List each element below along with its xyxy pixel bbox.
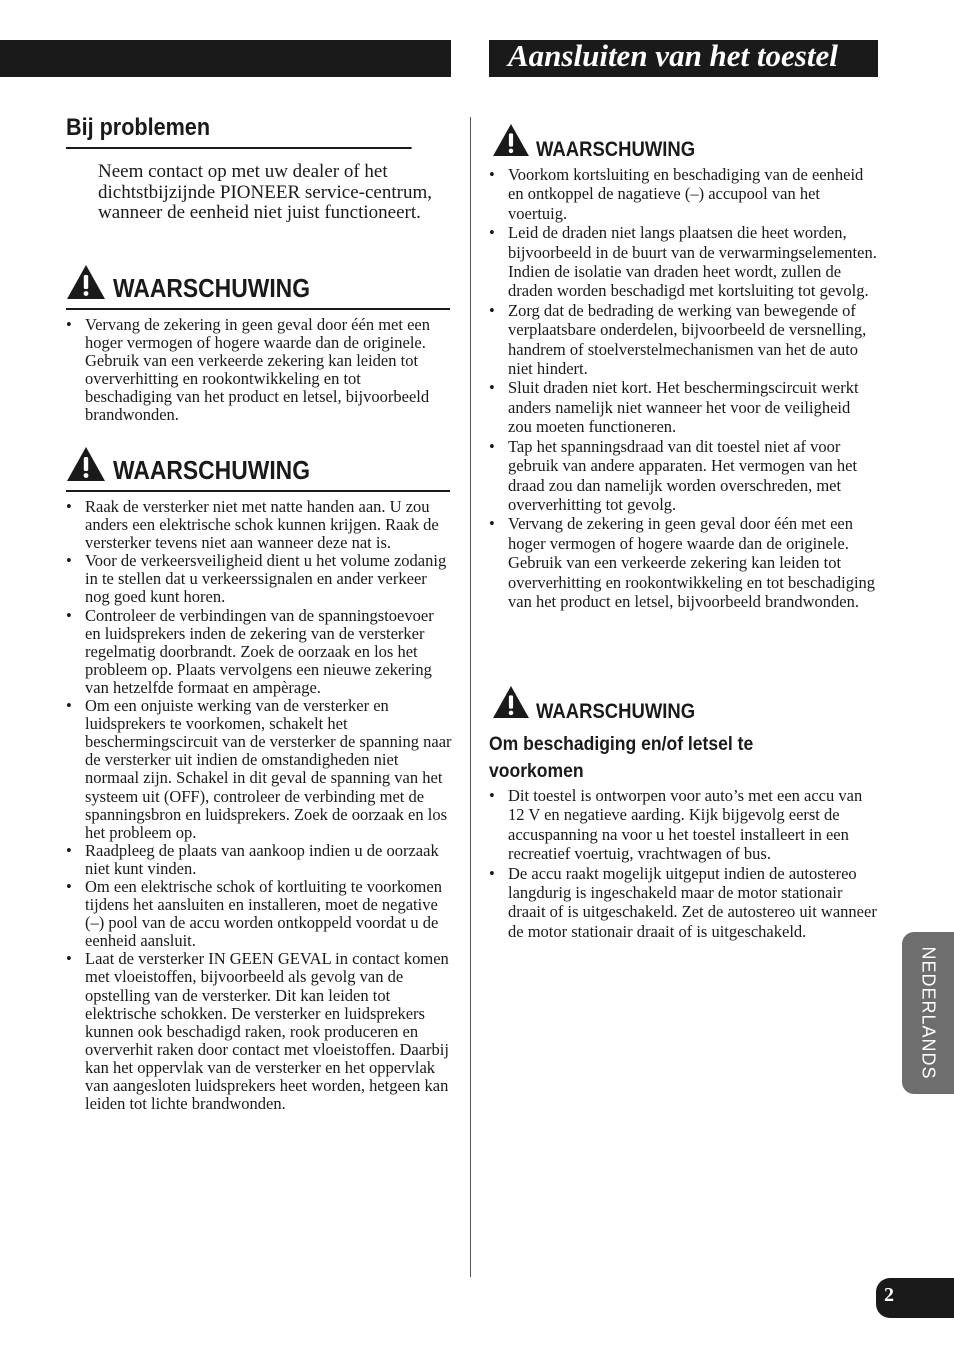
header-bar-left bbox=[0, 40, 451, 77]
language-tab bbox=[902, 932, 954, 1094]
warning-list-right-1 bbox=[489, 165, 877, 611]
intro-paragraph: Neem contact op met uw dealer of het dichtstbijzijnde PIONEER service-centrum, wanneer de eenheid niet juist functioneert. bbox=[98, 161, 432, 223]
list-item: • Dit toestel is ontworpen voor auto’s met een accu van 12 V en negatieve aarding. Kijk bijgevolg eerst de accuspanning na voor u het toestel installeert in een recreatief voertuig, vrachtwagen of bus. bbox=[489, 786, 877, 864]
warning-label: WAARSCHUWING bbox=[113, 455, 311, 485]
warning-label: WAARSCHUWING bbox=[113, 273, 311, 303]
list-item: • Voorkom kortsluiting en beschadiging van de eenheid en ontkoppel de nagatieve (–) accupool van het voertuig. bbox=[489, 165, 877, 223]
list-item: • Controleer de verbindingen van de spanningstoevoer en luidsprekers inden de zekering van de versterker regelmatig doorbrandt. Zoek de oorzaak en los het probleem op. Plaats vervolgens een nieuwe zekering van hetzelfde formaat en ampèrage. bbox=[66, 607, 452, 697]
list-item: • Raadpleeg de plaats van aankoop indien u de oorzaak niet kunt vinden. bbox=[66, 842, 452, 878]
page-number: 2 bbox=[884, 1284, 894, 1306]
language-tab-label: NEDERLANDS bbox=[918, 946, 939, 1080]
list-item: • Leid de draden niet langs plaatsen die heet worden, bijvoorbeeld in de buurt van de verwarmingselementen. Indien de isolatie van draden heet wordt, zullen de draden worden beschadigd met kortsluiting tot gevolg. bbox=[489, 223, 877, 301]
list-item: • Laat de versterker IN GEEN GEVAL in contact komen met vloeistoffen, bijvoorbeeld als gevolg van de opstelling van de versterker. Dit kan leiden tot elektrische schokken. De versterker en luidsprekers kunnen ook beschadigd raken, rook produceren en oververhit raken door contact met vloeistoffen. Daarbij kan het oppervlak van de versterker en het oppervlak van aangesloten luidsprekers heet worden, hetgeen kan leiden tot lichte brandwonden. bbox=[66, 950, 452, 1113]
warning-heading-left-2 bbox=[66, 446, 450, 492]
warning-label: WAARSCHUWING bbox=[536, 700, 696, 723]
list-item: • Tap het spanningsdraad van dit toestel niet af voor gebruik van andere apparaten. Het vermogen van het draad zou dan namelijk worden overschreden, met oververhitting tot gevolg. bbox=[489, 437, 877, 515]
warning-list-left-1 bbox=[66, 316, 452, 425]
warning-triangle-icon bbox=[66, 446, 106, 482]
list-item: • Zorg dat de bedrading de werking van bewegende of verplaatsbare onderdelen, bijvoorbeeld de versnelling, handrem of stoelverstelmechanismen van het de auto niet hindert. bbox=[489, 301, 877, 379]
list-item: • De accu raakt mogelijk uitgeput indien de autostereo langdurig is ingeschakeld maar de motor stationair draait of is uitgeschakeld. Zet de autostereo uit wanneer de motor stationair draait of is uitgeschakeld. bbox=[489, 864, 877, 942]
column-divider bbox=[470, 117, 471, 1277]
warning-list-left-2 bbox=[66, 498, 452, 1113]
warning-label: WAARSCHUWING bbox=[536, 138, 696, 161]
list-item: • Om een elektrische schok of kortluiting te voorkomen tijdens het aansluiten en installeren, moet de negative (–) pool van de accu worden ontkoppeld voordat u de eenheid aansluit. bbox=[66, 878, 452, 950]
warning-list-right-2 bbox=[489, 786, 877, 941]
list-item: • Vervang de zekering in geen geval door één met een hoger vermogen of hogere waarde dan de originele. Gebruik van een verkeerde zekering kan leiden tot oververhitting en rookontwikkeling en tot beschadiging van het product en letsel, bijvoorbeeld brandwonden. bbox=[66, 316, 452, 425]
list-item: • Vervang de zekering in geen geval door één met een hoger vermogen of hogere waarde dan de originele. Gebruik van een verkeerde zekering kan leiden tot oververhitting en rookontwikkeling en tot beschadiging van het product en letsel, bijvoorbeeld brandwonden. bbox=[489, 514, 877, 611]
section-title: Bij problemen bbox=[66, 113, 412, 149]
page-title: Aansluiten van het toestel bbox=[508, 38, 838, 73]
list-item: • Raak de versterker niet met natte handen aan. U zou anders een elektrische schok kunnen krijgen. Raak de versterker tevens niet aan wanneer deze nat is. bbox=[66, 498, 452, 552]
warning-heading-right-2 bbox=[492, 685, 872, 725]
warning-triangle-icon bbox=[492, 685, 530, 719]
warning-subheading: Om beschadiging en/of letsel te voorkomen bbox=[489, 733, 754, 782]
warning-triangle-icon bbox=[492, 123, 530, 157]
list-item: • Sluit draden niet kort. Het beschermingscircuit werkt anders namelijk niet wanneer het voor de veiligheid zou moeten functioneren. bbox=[489, 378, 877, 436]
list-item: • Om een onjuiste werking van de versterker en luidsprekers te voorkomen, schakelt het beschermingscircuit van de versterker de spanning naar de versterker uit indien de omstandigheden niet normaal zijn. Schakel in dit geval de spanning van het systeem uit (OFF), controleer de verbinding met de spanningsbron en luidsprekers. Zoek de oorzaak en los het probleem op. bbox=[66, 697, 452, 842]
warning-heading-left-1 bbox=[66, 264, 450, 310]
list-item: • Voor de verkeersveiligheid dient u het volume zodanig in te stellen dat u verkeerssignalen en ander verkeer nog goed kunt horen. bbox=[66, 552, 452, 606]
warning-heading-right-1 bbox=[492, 123, 872, 163]
page-number-tab bbox=[876, 1278, 954, 1318]
warning-triangle-icon bbox=[66, 264, 106, 300]
